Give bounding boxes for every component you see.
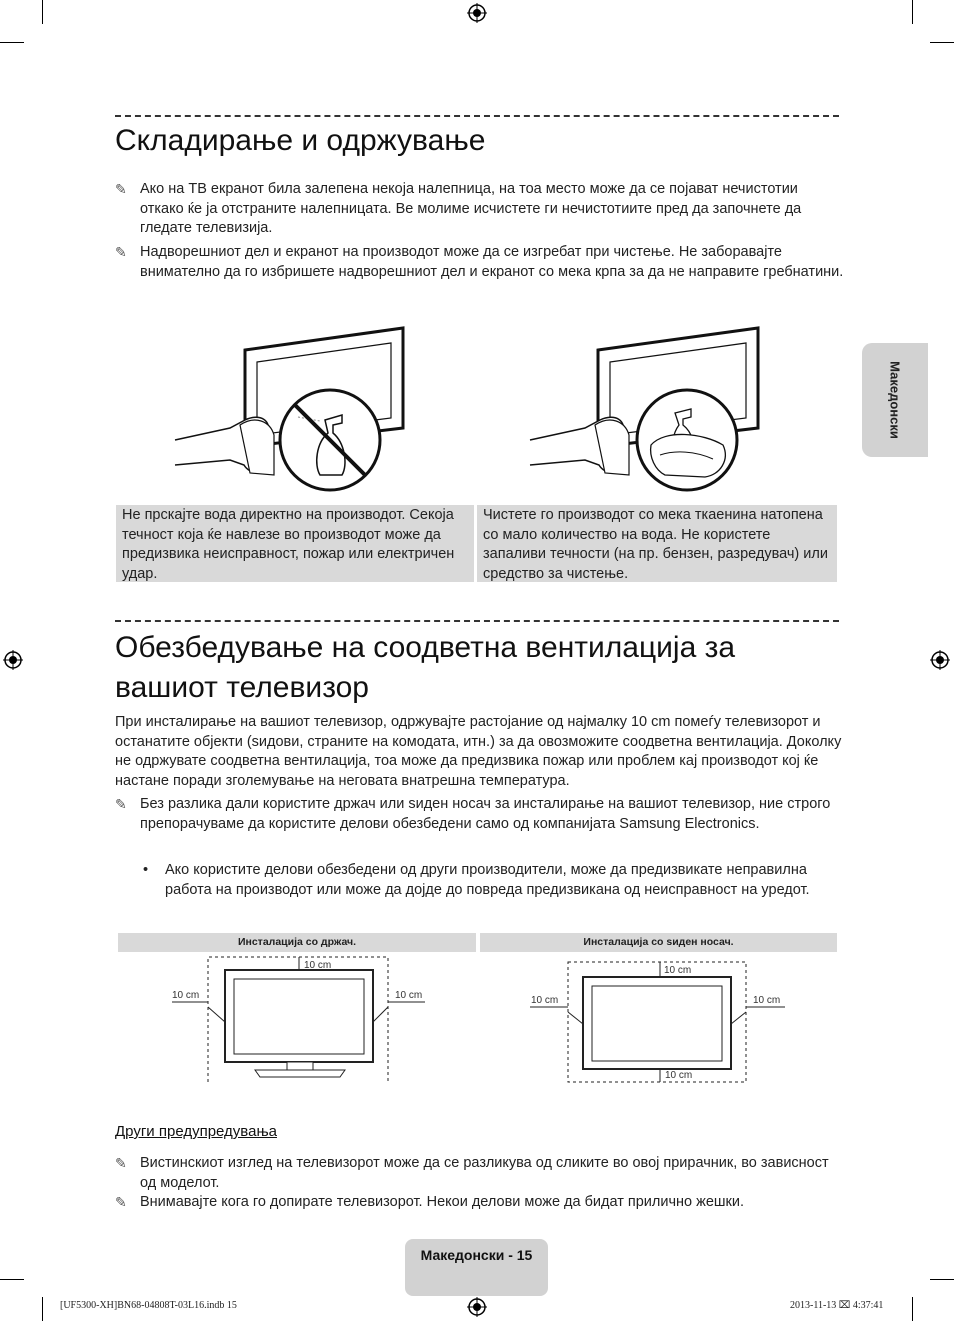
other-warnings-heading: Други предупредувања [115, 1123, 277, 1140]
distance-label-left: 10 cm [172, 990, 200, 1001]
crop-mark [0, 1279, 24, 1280]
stand-installation-diagram [160, 952, 440, 1087]
distance-label-top: 10 cm [304, 960, 332, 971]
pencil-note-icon: ✎ [115, 796, 127, 812]
section-title-ventilation: Обезбедување на соодветна вентилација за вашиот телевизор [115, 631, 736, 704]
distance-label-right: 10 cm [753, 995, 781, 1006]
diagram-wall-header: Инсталација со ѕиден носач. [480, 933, 837, 952]
pencil-note-icon: ✎ [115, 1155, 127, 1171]
section-divider [115, 620, 839, 622]
note-scratch: ✎ Надворешниот дел и екранот на производот може да се изгребат при чистење. Не заборавајте внимателно да го избришете надворешниот дел и екранот со мека крпа за да не направите гребнатини. [115, 244, 844, 280]
crop-mark [42, 0, 43, 24]
registration-mark-icon [467, 1297, 487, 1317]
registration-mark-icon [930, 650, 950, 670]
cloth-cleaning-illustration [525, 325, 775, 495]
distance-label-left: 10 cm [531, 995, 559, 1006]
footer-timestamp: 2013-11-13 ⌧ 4:37:41 [790, 1300, 884, 1311]
crop-mark [0, 42, 24, 43]
note-sticker: ✎ Ако на ТВ екранот била залепена некоја налепница, на тоа место може да се појават нечистотии откако ќе ја отстраните налепницата. Ве молиме исчистете ги нечистотиите пред да започнете да гледате телевизија. [115, 181, 802, 236]
bullet-icon: • [143, 862, 149, 878]
caption-no-spray: Не прскајте вода директно на производот. Секоја течност која ќе навлезе во производот може да предизвика неисправност, пожар или електричен удар. [116, 505, 474, 582]
crop-mark [930, 1279, 954, 1280]
crop-mark [930, 42, 954, 43]
note-hot-parts: ✎ Внимавајте кога го допирате телевизорот. Некои делови може да бидат прилично жешки. [115, 1193, 845, 1215]
distance-label-bottom: 10 cm [665, 1070, 693, 1081]
crop-mark [912, 1297, 913, 1321]
caption-cloth: Чистете го производот со мека ткаенина натопена со мало количество на вода. Не користете запаливи течности (на пр. бензен, разредувач) или средство за чистење. [477, 505, 837, 582]
no-spray-illustration [170, 325, 420, 495]
registration-mark-icon [3, 650, 23, 670]
section-title-storage: Складирање и одржување [115, 124, 486, 157]
diagram-stand-header: Инсталација со држач. [118, 933, 476, 952]
distance-label-right: 10 cm [395, 990, 423, 1001]
distance-label-top: 10 cm [664, 965, 692, 976]
note-appearance: ✎ Вистинскиот изглед на телевизорот може да се разликува од сликите во овој прирачник, во зависност од моделот. [115, 1155, 829, 1191]
page-number-box: Македонски - 15 [405, 1239, 548, 1296]
section-divider [115, 115, 839, 117]
pencil-note-icon: ✎ [115, 181, 127, 197]
note-samsung-parts: ✎ Без разлика дали користите држач или ѕиден носач за инсталирање на вашиот телевизор, ние строго препорачуваме да користите делови обезбедени само од компанијата Samsung Electronics. [115, 796, 831, 832]
crop-mark [912, 0, 913, 24]
registration-mark-icon [467, 3, 487, 23]
language-side-tab: Македонски [862, 343, 928, 457]
pencil-note-icon: ✎ [115, 244, 127, 260]
ventilation-paragraph: При инсталирање на вашиот телевизор, одржувајте растојание од најмалку 10 cm помеѓу телевизорот и останатите објекти (ѕидови, страните на комодата, итн.) за да овозможите соодветна вентилација. Доколку не одржувате соодветна вентилација, тоа може да предизвика пожар или проблем кај производот кој ќе настане поради зголемување на неговата внатрешна температура. [115, 714, 842, 789]
footer-file-info: [UF5300-XH]BN68-04808T-03L16.indb 15 [60, 1300, 237, 1311]
wall-mount-installation-diagram [525, 952, 795, 1087]
crop-mark [42, 1297, 43, 1321]
pencil-note-icon: ✎ [115, 1194, 127, 1210]
